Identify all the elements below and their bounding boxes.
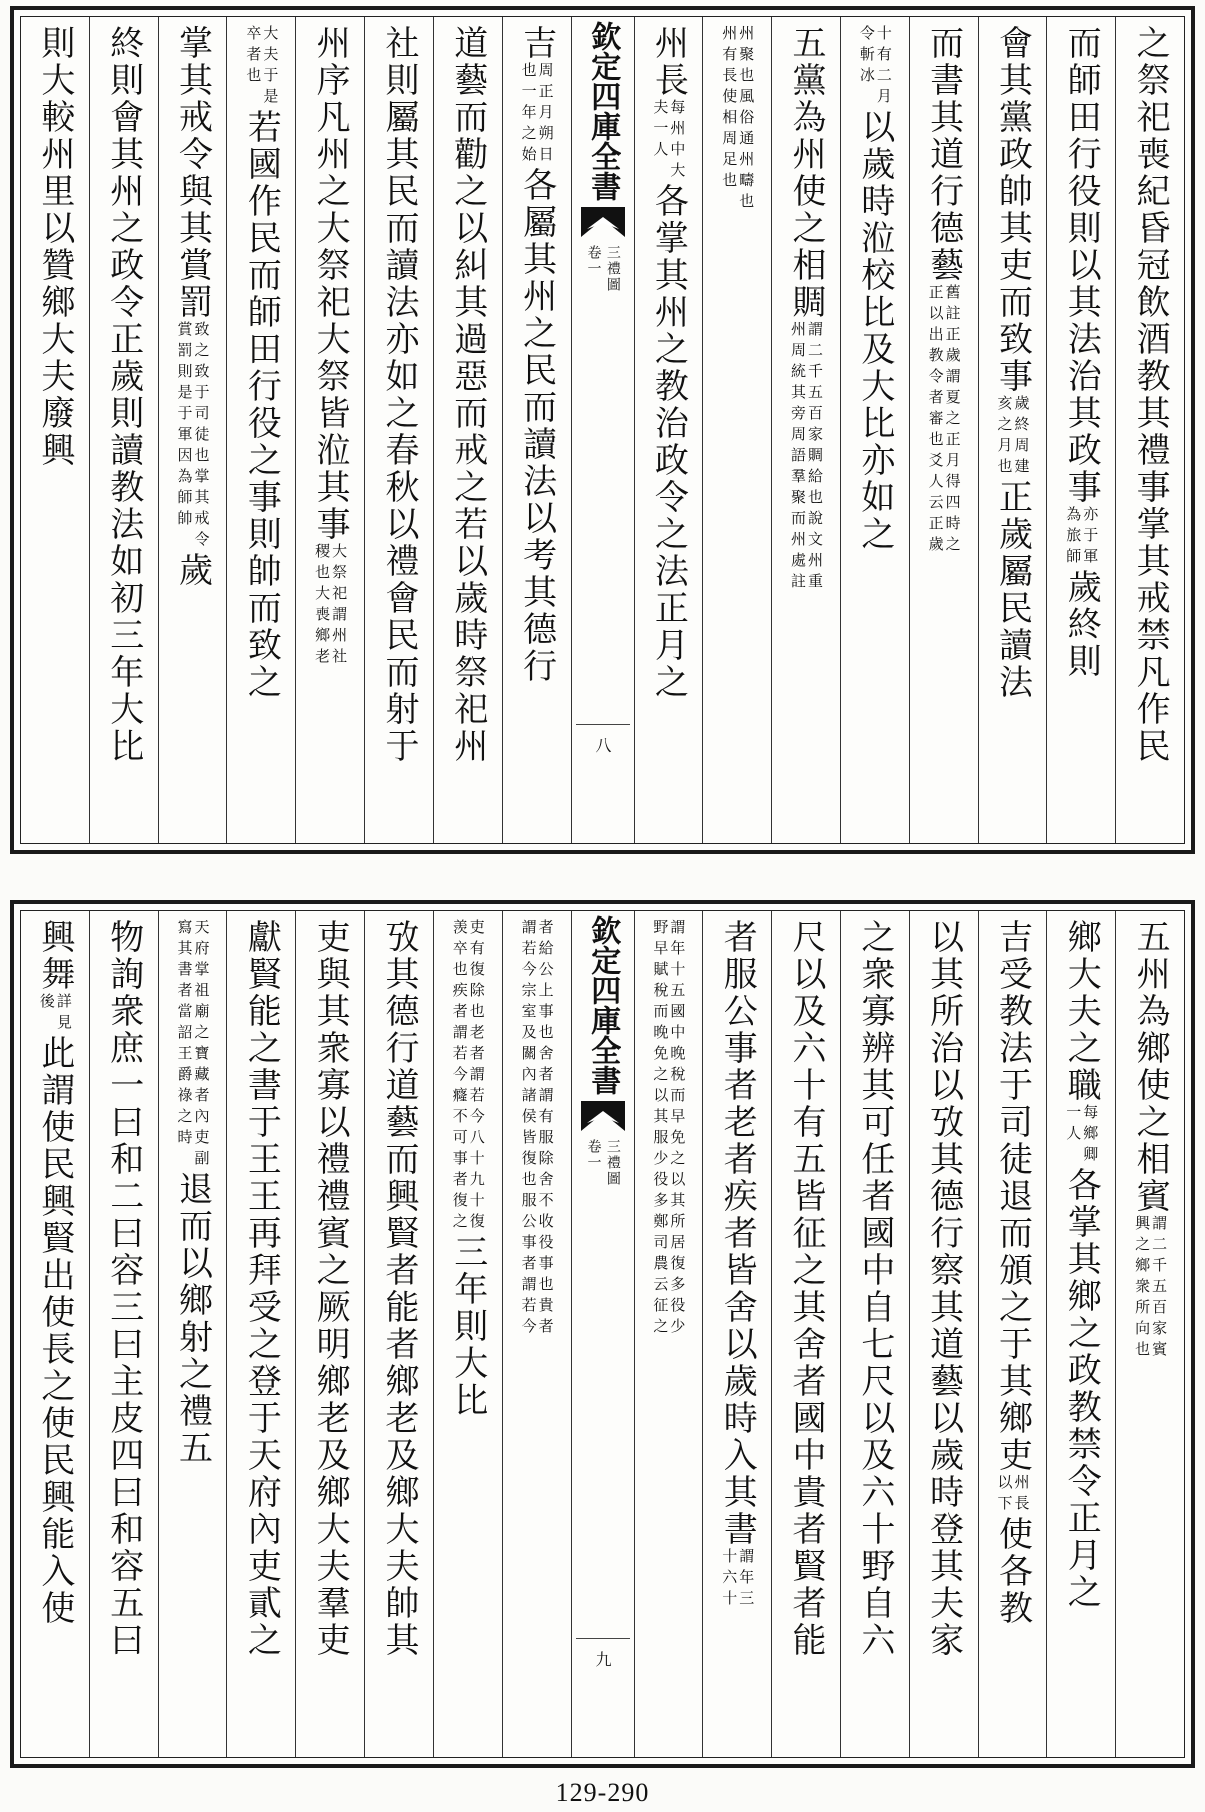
- main-text: 吉: [516, 25, 557, 62]
- column-flow: [521, 919, 553, 1757]
- top-left-column: [364, 17, 433, 843]
- main-text: 各掌其州之教治政令之法正月之: [648, 183, 689, 701]
- commentary-text: [177, 321, 209, 552]
- top-right-column: [771, 17, 840, 843]
- column-flow: [854, 919, 895, 1757]
- commentary-line: 每鄉卿: [1081, 1104, 1100, 1167]
- commentary-text: [859, 25, 891, 109]
- column-flow: [172, 25, 213, 843]
- commentary-line: 亦于軍: [1081, 506, 1100, 569]
- main-text: 興舞: [34, 919, 75, 993]
- commentary-text: [720, 25, 756, 214]
- column-flow: [786, 919, 827, 1757]
- commentary-line: 亥之月也: [995, 395, 1014, 479]
- bottom-right-column: [634, 911, 703, 1757]
- column-flow: [923, 919, 964, 1757]
- main-text: 獻賢能之書于王王再拜受之登于天府內吏貳之: [241, 919, 282, 1659]
- bottom-left-column: [21, 911, 89, 1757]
- commentary-line: 為旅師: [1064, 506, 1083, 569]
- column-flow: [1061, 919, 1102, 1757]
- column-flow: [378, 25, 419, 843]
- top-right-column: [840, 17, 909, 843]
- column-flow: [378, 919, 419, 1757]
- commentary-line: 一人: [1064, 1104, 1083, 1146]
- commentary-line: 周正月朔日: [536, 62, 555, 167]
- book-title: 欽定四庫全書: [585, 915, 621, 1095]
- main-text: 之衆寡辨其可任者國中自七尺以及六十野自六: [854, 919, 895, 1659]
- column-flow: [720, 25, 756, 843]
- main-text: 攷其德行道藝而興賢者能者鄉老及鄉大夫帥其: [378, 919, 419, 1659]
- main-text: 物詢衆庶一曰和二曰容三曰主皮四曰和容五曰: [103, 919, 144, 1659]
- main-text: 歲終則: [1061, 569, 1102, 680]
- top-right-column: [702, 17, 771, 843]
- commentary-line: 興之鄉衆所向也: [1133, 1215, 1152, 1362]
- commentary-line: 稷也大喪鄉老: [313, 543, 332, 669]
- top-page-frame: [20, 16, 1185, 844]
- top-left-column: [295, 17, 364, 843]
- book-name: 三禮圖: [604, 1139, 621, 1187]
- main-text: 會其黨政帥其吏而致事: [992, 25, 1033, 395]
- bottom-page: [10, 900, 1195, 1768]
- bottom-left-column: [158, 911, 227, 1757]
- commentary-line: 吏有復除也老者謂若今八十九十復: [467, 919, 486, 1234]
- top-page: [10, 6, 1195, 854]
- fish-tail-ornament: [581, 207, 625, 237]
- commentary-line: 羡卒也疾者謂若今癃不可事者復之: [450, 919, 469, 1234]
- top-right-column: [634, 17, 703, 843]
- main-text: 尺以及六十有五皆征之其舍者國中貴者賢者能: [786, 919, 827, 1659]
- commentary-line: 謂二千五百家賙給也說文州重: [806, 321, 825, 594]
- main-text: 正歲屬民讀法: [992, 479, 1033, 701]
- commentary-line: 謂若今宗室及關內諸侯皆復也服公事者謂若今: [519, 919, 538, 1339]
- main-text: 社則屬其民而讀法亦如之春秋以禮會民而射于: [378, 25, 419, 765]
- commentary-line: 野早賦稅而晚免之以其服少役多鄭司農云征之: [651, 919, 670, 1339]
- bottom-left-column: [89, 911, 158, 1757]
- folio-number: 九: [593, 1651, 612, 1667]
- top-left-column: [21, 17, 89, 843]
- commentary-line: 寫其書者當詔王爵祿之時: [175, 919, 194, 1150]
- folio-divider: [576, 1638, 630, 1639]
- commentary-line: 詳見: [54, 993, 73, 1035]
- top-right-column: [909, 17, 978, 843]
- main-text: 州序凡州之大祭祀大祭皆涖其事: [310, 25, 351, 543]
- column-flow: [516, 25, 557, 843]
- column-flow: [1130, 25, 1171, 843]
- bottom-right-column: [909, 911, 978, 1757]
- column-flow: [717, 919, 758, 1757]
- column-flow: [103, 25, 144, 843]
- column-flow: [447, 25, 488, 843]
- commentary-line: 大祭祀謂州社: [330, 543, 349, 669]
- book-name: 三禮圖: [604, 245, 621, 293]
- fish-tail-ornament: [581, 1101, 625, 1131]
- main-text: 終則會其州之政令正歲則讀教法如初三年大比: [103, 25, 144, 765]
- column-flow: [992, 25, 1033, 843]
- column-flow: [992, 919, 1033, 1757]
- main-text: 鄉大夫之職: [1061, 919, 1102, 1104]
- bottom-page-frame: [20, 910, 1185, 1758]
- column-flow: [34, 919, 75, 1757]
- main-text: 以歲時涖校比及大比亦如之: [854, 109, 895, 553]
- bottom-left-column: [226, 911, 295, 1757]
- main-text: 吏與其衆寡以禮禮賓之厥明鄉老及鄉大夫羣吏: [310, 919, 351, 1659]
- commentary-line: 每州中大: [668, 99, 687, 183]
- center-strip: [571, 17, 634, 843]
- commentary-text: [313, 543, 349, 669]
- main-text: 此謂使民興賢出使長之使民興能入使: [34, 1035, 75, 1627]
- column-flow: [854, 25, 895, 843]
- column-flow: [310, 25, 351, 843]
- book-title: 欽定四庫全書: [585, 21, 621, 201]
- volume-label: [585, 243, 620, 293]
- folio-divider: [576, 724, 630, 725]
- commentary-text: [244, 25, 280, 109]
- commentary-line: 謂年三: [737, 1548, 756, 1611]
- commentary-text: [789, 321, 825, 594]
- chapter-label: 卷一: [585, 1139, 602, 1171]
- main-text: 則大較州里以贊鄉大夫廢興: [34, 25, 75, 469]
- bottom-left-column: [364, 911, 433, 1757]
- volume-label: [585, 1137, 620, 1187]
- commentary-line: 令斬冰: [857, 25, 876, 88]
- bottom-right-column: [840, 911, 909, 1757]
- commentary-text: [651, 919, 687, 1339]
- main-text: 而書其道行德藝: [923, 25, 964, 284]
- commentary-line: 州有長使相周足也: [720, 25, 739, 193]
- main-text: 而師田行役則以其法治其政事: [1061, 25, 1102, 506]
- column-flow: [310, 919, 351, 1757]
- commentary-line: 正以出教令者審也爻人云正歲: [926, 284, 945, 557]
- top-left-column: [158, 17, 227, 843]
- bottom-left-column: [502, 911, 571, 1757]
- commentary-text: [1064, 506, 1100, 569]
- commentary-line: 後: [37, 993, 56, 1014]
- center-strip: [571, 911, 634, 1757]
- column-flow: [34, 25, 75, 843]
- commentary-line: 州長: [1012, 1474, 1031, 1516]
- commentary-text: [995, 1474, 1031, 1516]
- main-text: 若國作民而師田行役之事則帥而致之: [241, 109, 282, 701]
- commentary-line: 謂年十五國中晚稅而早免之以其所居復多役少: [668, 919, 687, 1339]
- chapter-label: 卷一: [585, 245, 602, 277]
- bottom-left-column: [295, 911, 364, 1757]
- commentary-line: 歲終周建: [1012, 395, 1031, 479]
- column-flow: [1061, 25, 1102, 843]
- commentary-line: 謂二千五百家賓: [1150, 1215, 1169, 1362]
- bottom-right-column: [771, 911, 840, 1757]
- top-right-column: [1046, 17, 1115, 843]
- main-text: 州長: [648, 25, 689, 99]
- commentary-text: [452, 919, 484, 1234]
- main-text: 五州為鄉使之相賓: [1130, 919, 1171, 1215]
- main-text: 使各教: [992, 1516, 1033, 1627]
- column-flow: [447, 919, 488, 1757]
- commentary-line: 也一年之始: [519, 62, 538, 167]
- column-flow: [651, 919, 687, 1757]
- commentary-text: [928, 284, 960, 557]
- top-right-column: [1115, 17, 1184, 843]
- column-flow: [1130, 919, 1171, 1757]
- commentary-text: [720, 1548, 756, 1611]
- commentary-line: 以下: [995, 1474, 1014, 1516]
- main-text: 五黨為州使之相賙: [786, 25, 827, 321]
- bottom-right-column: [1115, 911, 1184, 1757]
- commentary-line: 大夫于是: [261, 25, 280, 109]
- bottom-right-column: [978, 911, 1047, 1757]
- top-left-column: [226, 17, 295, 843]
- top-left-column: [89, 17, 158, 843]
- page-id: 129-290: [555, 1778, 650, 1807]
- commentary-line: 夫一人: [651, 99, 670, 162]
- commentary-text: [651, 99, 687, 183]
- top-left-column: [433, 17, 502, 843]
- main-text: 道藝而勸之以糾其過惡而戒之若以歲時祭祀州: [447, 25, 488, 765]
- main-text: 歲: [172, 552, 213, 589]
- column-flow: [103, 919, 144, 1757]
- commentary-line: 舊註正歲謂夏之正月得四時之: [943, 284, 962, 557]
- commentary-text: [1133, 1215, 1169, 1362]
- commentary-text: [39, 993, 71, 1035]
- main-text: 吉受教法于司徒退而頒之于其鄉吏: [992, 919, 1033, 1474]
- folio-number: 八: [593, 737, 612, 753]
- top-left-column: [502, 17, 571, 843]
- main-text: 者服公事者老者疾者皆舍以歲時入其書: [717, 919, 758, 1548]
- commentary-line: 十六十: [720, 1548, 739, 1611]
- main-text: 各屬其州之民而讀法以考其德行: [516, 167, 557, 685]
- commentary-line: 州聚也風俗通州疇也: [737, 25, 756, 214]
- commentary-line: 天府掌祖廟之寶藏者內吏副: [192, 919, 211, 1171]
- commentary-line: 州周統其旁周語羣聚而州處註: [789, 321, 808, 594]
- commentary-text: [995, 395, 1031, 479]
- commentary-text: [1064, 1104, 1100, 1167]
- commentary-line: 十有二月: [874, 25, 893, 109]
- commentary-line: 卒者也: [244, 25, 263, 88]
- commentary-line: 者給公上事也舍者謂有服除舍不收役事也貴者: [536, 919, 555, 1339]
- column-flow: [786, 25, 827, 843]
- bottom-right-column: [1046, 911, 1115, 1757]
- commentary-text: [521, 919, 553, 1339]
- commentary-line: 致之致于司徒也掌其戒令: [192, 321, 211, 552]
- column-flow: [241, 919, 282, 1757]
- column-flow: [648, 25, 689, 843]
- commentary-text: [521, 62, 553, 167]
- bottom-left-column: [433, 911, 502, 1757]
- column-flow: [241, 25, 282, 843]
- column-flow: [923, 25, 964, 843]
- main-text: 之祭祀喪紀昏冠飲酒教其禮事掌其戒禁凡作民: [1130, 25, 1171, 765]
- top-right-column: [978, 17, 1047, 843]
- main-text: 退而以鄉射之禮五: [172, 1171, 213, 1467]
- column-flow: [172, 919, 213, 1757]
- commentary-text: [177, 919, 209, 1171]
- commentary-line: 賞罰則是于軍因為師帥: [175, 321, 194, 531]
- main-text: 各掌其鄉之政教禁令正月之: [1061, 1167, 1102, 1611]
- bottom-right-column: [702, 911, 771, 1757]
- main-text: 以其所治以攷其德行察其道藝以歲時登其夫家: [923, 919, 964, 1659]
- main-text: 掌其戒令與其賞罰: [172, 25, 213, 321]
- main-text: 三年則大比: [447, 1234, 488, 1419]
